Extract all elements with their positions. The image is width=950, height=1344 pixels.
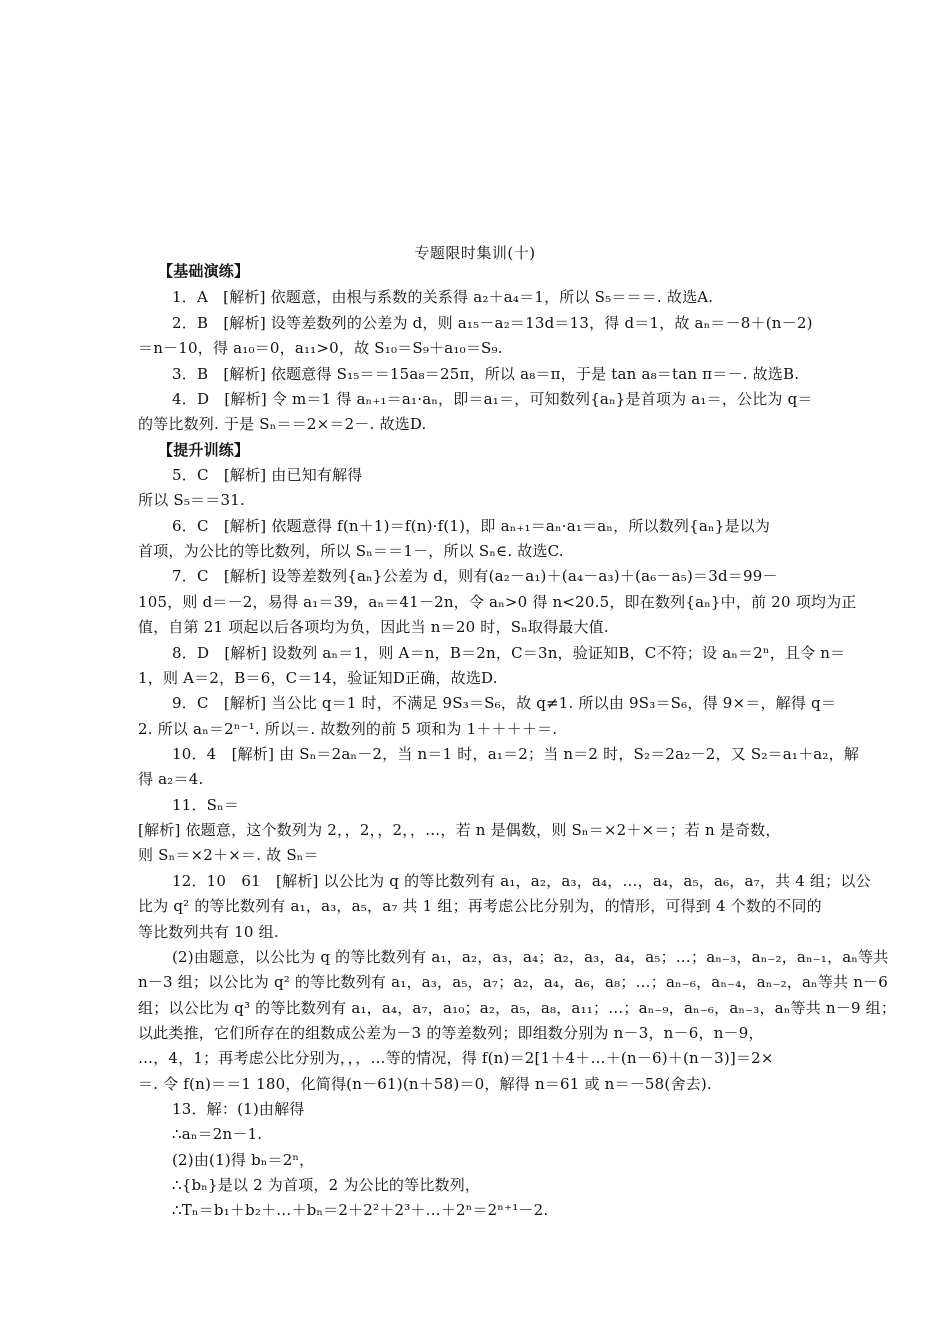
text-line: 的等比数列. 于是 Sₙ＝＝2×＝2－. 故选D. xyxy=(138,415,427,433)
section-heading-advanced: 【提升训练】 xyxy=(158,441,250,459)
text-line: 11．Sₙ＝ xyxy=(172,796,240,814)
text-line: n－3 组；以公比为 q² 的等比数列有 a₁，a₃，a₅，a₇；a₂，a₄，a₆，a₈；…；aₙ₋₆，aₙ₋₄，aₙ₋₂，aₙ等共 n－6 xyxy=(138,973,889,991)
text-line: 所以 S₅＝＝31. xyxy=(138,491,245,509)
text-line: 5．C [解析] 由已知有解得 xyxy=(172,466,363,484)
text-line: ＝n－10，得 a₁₀＝0，a₁₁>0，故 S₁₀＝S₉＋a₁₀＝S₉. xyxy=(138,339,503,357)
text-line: 4．D [解析] 令 m＝1 得 aₙ₊₁＝a₁·aₙ，即＝a₁＝，可知数列{aₙ}是首项为 a₁＝，公比为 q＝ xyxy=(172,390,813,408)
text-line: 8．D [解析] 设数列 aₙ＝1，则 A＝n，B＝2n，C＝3n，验证知B，C不符；设 aₙ＝2ⁿ，且令 n＝ xyxy=(172,644,846,662)
text-line: (2)由(1)得 bₙ＝2ⁿ， xyxy=(172,1151,315,1169)
section-heading-basic: 【基础演练】 xyxy=(158,262,250,280)
text-line: [解析] 依题意，这个数列为 2，，2，，2，，…，若 n 是偶数，则 Sₙ＝×2＋×＝；若 n 是奇数， xyxy=(138,821,781,839)
text-line: 12．10 61 [解析] 以公比为 q 的等比数列有 a₁，a₂，a₃，a₄，…，a₄，a₅，a₆，a₇，共 4 组；以公 xyxy=(172,872,871,890)
text-line: 以此类推，它们所存在的组数成公差为－3 的等差数列；即组数分别为 n－3，n－6，n－9， xyxy=(138,1024,764,1042)
text-line: 2．B [解析] 设等差数列的公差为 d，则 a₁₅－a₂＝13d＝13，得 d＝1，故 aₙ＝－8＋(n－2) xyxy=(172,314,813,332)
text-line: 则 Sₙ＝×2＋×＝. 故 Sₙ＝ xyxy=(138,846,319,864)
text-line: 得 a₂＝4. xyxy=(138,770,204,788)
text-line: 比为 q² 的等比数列有 a₁，a₃，a₅，a₇ 共 1 组；再考虑公比分别为，的情形，可得到 4 个数的不同的 xyxy=(138,897,822,915)
text-line: 13．解：(1)由解得 xyxy=(172,1100,305,1118)
text-line: 9．C [解析] 当公比 q＝1 时，不满足 9S₃＝S₆，故 q≠1. 所以由 9S₃＝S₆，得 9×＝，解得 q＝ xyxy=(172,694,837,712)
text-line: ＝. 令 f(n)＝＝1 180，化简得(n－61)(n＋58)＝0，解得 n＝61 或 n＝－58(舍去). xyxy=(138,1075,712,1093)
text-line: ∴{bₙ}是以 2 为首项，2 为公比的等比数列， xyxy=(172,1176,481,1194)
text-line: 值，自第 21 项起以后各项均为负，因此当 n＝20 时，Sₙ取得最大值. xyxy=(138,618,609,636)
text-line: ∴Tₙ＝b₁＋b₂＋…＋bₙ＝2＋2²＋2³＋…＋2ⁿ＝2ⁿ⁺¹－2. xyxy=(172,1201,549,1219)
text-line: 组；以公比为 q³ 的等比数列有 a₁，a₄，a₇，a₁₀；a₂，a₅，a₈，a₁₁；…；aₙ₋₉，aₙ₋₆，aₙ₋₃，aₙ等共 n－9 组； xyxy=(138,999,897,1017)
text-line: 首项，为公比的等比数列，所以 Sₙ＝＝1－，所以 Sₙ∈. 故选C. xyxy=(138,542,564,560)
text-line: ∴aₙ＝2n－1. xyxy=(172,1125,263,1143)
text-line: …，4，1；再考虑公比分别为，，，…等的情况，得 f(n)＝2[1＋4＋…＋(n－6)＋(n－3)]＝2× xyxy=(138,1049,774,1067)
text-line: 10．4 [解析] 由 Sₙ＝2aₙ－2，当 n＝1 时，a₁＝2；当 n＝2 时，S₂＝2a₂－2，又 S₂＝a₁＋a₂，解 xyxy=(172,745,860,763)
text-line: 1，则 A＝2，B＝6，C＝14，验证知D正确，故选D. xyxy=(138,669,498,687)
text-line: (2)由题意，以公比为 q 的等比数列有 a₁，a₂，a₃，a₄；a₂，a₃，a₄，a₅；…；aₙ₋₃，aₙ₋₂，aₙ₋₁，aₙ等共 xyxy=(172,948,889,966)
text-line: 7．C [解析] 设等差数列{aₙ}公差为 d，则有(a₂－a₁)＋(a₄－a₃)＋(a₆－a₅)＝3d＝99－ xyxy=(172,567,778,585)
text-line: 等比数列共有 10 组. xyxy=(138,923,279,941)
text-line: 6．C [解析] 依题意得 f(n＋1)＝f(n)·f(1)，即 aₙ₊₁＝aₙ·a₁＝aₙ，所以数列{aₙ}是以为 xyxy=(172,517,771,535)
page-title: 专题限时集训(十) xyxy=(414,244,536,262)
text-line: 1．A [解析] 依题意，由根与系数的关系得 a₂＋a₄＝1，所以 S₅＝＝＝. 故选A. xyxy=(172,288,714,306)
text-line: 2. 所以 aₙ＝2ⁿ⁻¹. 所以＝. 故数列的前 5 项和为 1＋＋＋＋＝. xyxy=(138,720,558,738)
text-line: 105，则 d＝－2，易得 a₁＝39，aₙ＝41－2n，令 aₙ>0 得 n<20.5，即在数列{aₙ}中，前 20 项均为正 xyxy=(138,593,857,611)
text-line: 3．B [解析] 依题意得 S₁₅＝＝15a₈＝25π，所以 a₈＝π，于是 tan a₈＝tan π＝－. 故选B. xyxy=(172,365,800,383)
